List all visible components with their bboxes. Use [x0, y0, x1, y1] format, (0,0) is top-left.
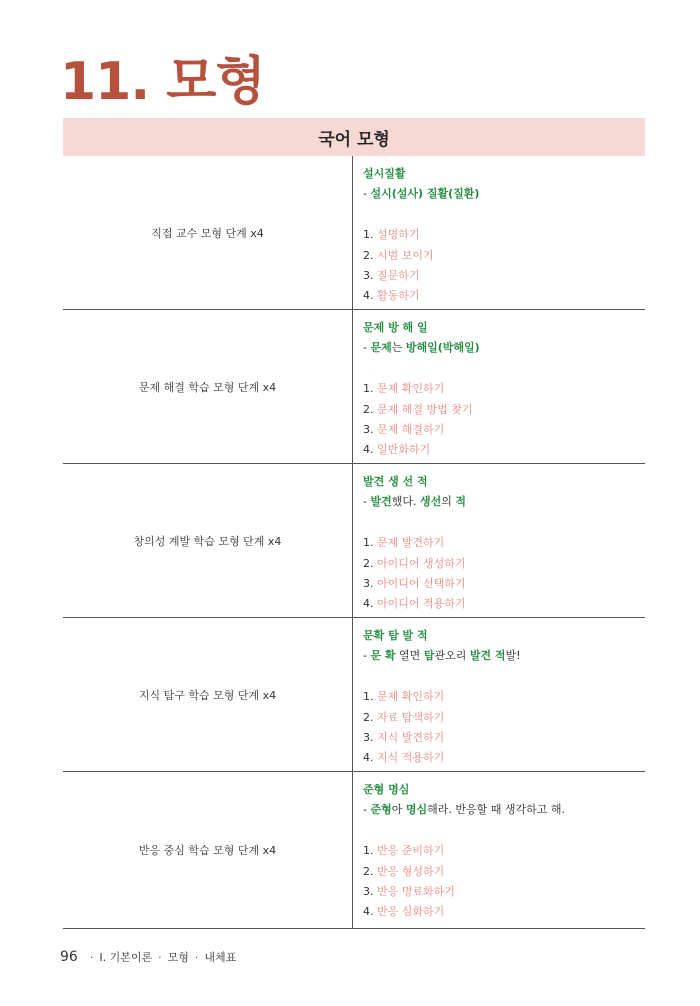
explanation-segment: 관오리: [434, 649, 470, 663]
mnemonic-explanation: [363, 646, 645, 666]
model-steps-cell: [353, 618, 645, 771]
step-number: 3.: [363, 269, 377, 283]
step-text: 지식 발견하기: [377, 731, 445, 745]
model-name-cell: [63, 464, 353, 617]
step-item: [363, 554, 645, 574]
step-item: [363, 862, 645, 882]
step-text: 시범 보이기: [377, 248, 434, 262]
step-number: 3.: [363, 885, 377, 899]
mnemonic-explanation: [363, 492, 645, 512]
explanation-segment: -: [363, 803, 371, 817]
step-text: 활동하기: [377, 289, 420, 303]
step-text: 설명하기: [377, 228, 420, 242]
explanation-segment: 해라. 반응할 때 생각하고 해.: [427, 803, 565, 817]
mnemonic: 설시질활: [363, 167, 406, 180]
spacer: [363, 667, 645, 687]
step-number: 4.: [363, 289, 377, 303]
mnemonic: 발견 생 선 적: [363, 475, 428, 488]
explanation-segment: 는: [391, 341, 406, 355]
explanation-segment: 발견: [370, 495, 392, 509]
step-text: 아이디어 생성하기: [377, 556, 466, 570]
step-text: 아이디어 적용하기: [377, 597, 466, 611]
step-text: 자료 탐색하기: [377, 710, 445, 724]
model-name-cell: [63, 618, 353, 771]
explanation-segment: 설시(설사) 질활(질환): [370, 187, 480, 201]
explanation-segment: -: [363, 649, 371, 663]
mnemonic: 준형 명심: [363, 783, 410, 796]
step-number: 4.: [363, 443, 377, 457]
step-item: [363, 841, 645, 861]
model-name-cell: [63, 772, 353, 928]
explanation-segment: 했다.: [391, 495, 420, 509]
step-number: 4.: [363, 905, 377, 919]
step-text: 반응 형성하기: [377, 864, 445, 878]
step-item: [363, 246, 645, 266]
spacer: [363, 513, 645, 533]
model-name-cell: [63, 156, 353, 309]
step-number: 2.: [363, 402, 377, 416]
step-text: 반응 심화하기: [377, 905, 445, 919]
step-item: [363, 882, 645, 902]
step-item: [363, 687, 645, 707]
step-text: 반응 준비하기: [377, 844, 445, 858]
model-steps-cell: [353, 464, 645, 617]
step-text: 일반화하기: [377, 443, 431, 457]
explanation-segment: 발견 적: [469, 649, 506, 663]
step-item: [363, 902, 645, 922]
model-name: 지식 탐구 학습 모형 단계 x4: [138, 688, 277, 702]
step-item: [363, 440, 645, 460]
footer-section: 모형: [167, 951, 189, 964]
table-row: [63, 156, 645, 310]
step-number: 2.: [363, 248, 377, 262]
step-number: 1.: [363, 382, 377, 396]
model-steps-cell: [353, 772, 645, 928]
step-number: 1.: [363, 228, 377, 242]
model-name: 창의성 계발 학습 모형 단계 x4: [133, 534, 282, 548]
footer-separator: ·: [194, 951, 199, 964]
footer-separator: ·: [158, 951, 162, 964]
mnemonic-explanation: [363, 800, 645, 820]
step-item: [363, 708, 645, 728]
model-name: 직접 교수 모형 단계 x4: [151, 226, 264, 240]
step-text: 문제 확인하기: [377, 382, 445, 396]
step-item: [363, 266, 645, 286]
step-number: 2.: [363, 864, 377, 878]
table-header-label: 국어 모형: [318, 129, 390, 150]
step-number: 4.: [363, 597, 377, 611]
explanation-segment: 문 확: [370, 649, 396, 663]
step-text: 질문하기: [377, 269, 420, 283]
model-name-cell: [63, 310, 353, 463]
explanation-segment: 적: [455, 495, 467, 509]
step-item: [363, 574, 645, 594]
explanation-segment: 명심: [405, 803, 428, 817]
explanation-segment: 문제: [370, 341, 392, 355]
step-item: [363, 379, 645, 399]
step-item: [363, 225, 645, 245]
spacer: [363, 821, 645, 841]
step-number: 1.: [363, 690, 377, 704]
model-steps-cell: [353, 156, 645, 309]
page-footer: [60, 949, 236, 965]
step-number: 2.: [363, 556, 377, 570]
step-number: 3.: [363, 423, 377, 437]
table-header: [63, 118, 645, 156]
spacer: [363, 359, 645, 379]
spacer: [363, 205, 645, 225]
explanation-segment: 탐: [423, 649, 435, 663]
explanation-segment: 방해일(박해일): [405, 341, 480, 355]
table-row: [63, 464, 645, 618]
step-text: 문제 해결 방법 찾기: [377, 402, 473, 416]
page-number: 96: [60, 949, 78, 965]
model-name: 반응 중심 학습 모형 단계 x4: [138, 844, 277, 857]
page-title: 11. 모형: [60, 52, 265, 112]
explanation-segment: 아: [391, 803, 406, 817]
step-number: 1.: [363, 844, 377, 858]
step-text: 지식 적용하기: [377, 751, 445, 765]
step-number: 1.: [363, 536, 377, 550]
explanation-segment: 의: [441, 495, 456, 509]
step-item: [363, 400, 645, 420]
step-text: 문제 해결하기: [377, 423, 445, 437]
explanation-segment: -: [363, 495, 371, 509]
step-text: 문제 확인하기: [377, 690, 445, 704]
step-text: 문제 발견하기: [377, 536, 445, 550]
step-item: [363, 286, 645, 306]
step-number: 3.: [363, 577, 377, 591]
mnemonic: 문제 방 해 일: [363, 321, 428, 334]
step-text: 아이디어 선택하기: [377, 577, 466, 591]
mnemonic-explanation: [363, 338, 645, 358]
step-item: [363, 420, 645, 440]
step-number: 3.: [363, 731, 377, 745]
step-number: 2.: [363, 710, 377, 724]
explanation-segment: -: [363, 187, 371, 201]
explanation-segment: -: [363, 341, 371, 355]
table-row: [63, 618, 645, 772]
explanation-segment: 생선: [419, 495, 442, 509]
footer-separator: ·: [89, 951, 94, 964]
model-table: [63, 156, 645, 929]
table-row: [63, 310, 645, 464]
model-name: 문제 해결 학습 모형 단계 x4: [138, 380, 277, 394]
footer-subsection: 내체표: [204, 951, 237, 964]
explanation-segment: 열면: [395, 649, 424, 663]
model-steps-cell: [353, 310, 645, 463]
table-row: [63, 772, 645, 929]
step-item: [363, 594, 645, 614]
explanation-segment: 준형: [370, 803, 392, 817]
step-item: [363, 533, 645, 553]
step-item: [363, 728, 645, 748]
mnemonic: 문확 탐 발 적: [363, 629, 428, 642]
step-text: 반응 명료화하기: [377, 885, 455, 899]
step-number: 4.: [363, 751, 377, 765]
explanation-segment: 발!: [505, 649, 521, 663]
step-item: [363, 748, 645, 768]
mnemonic-explanation: [363, 184, 645, 204]
footer-part: Ⅰ. 기본이론: [99, 951, 153, 964]
